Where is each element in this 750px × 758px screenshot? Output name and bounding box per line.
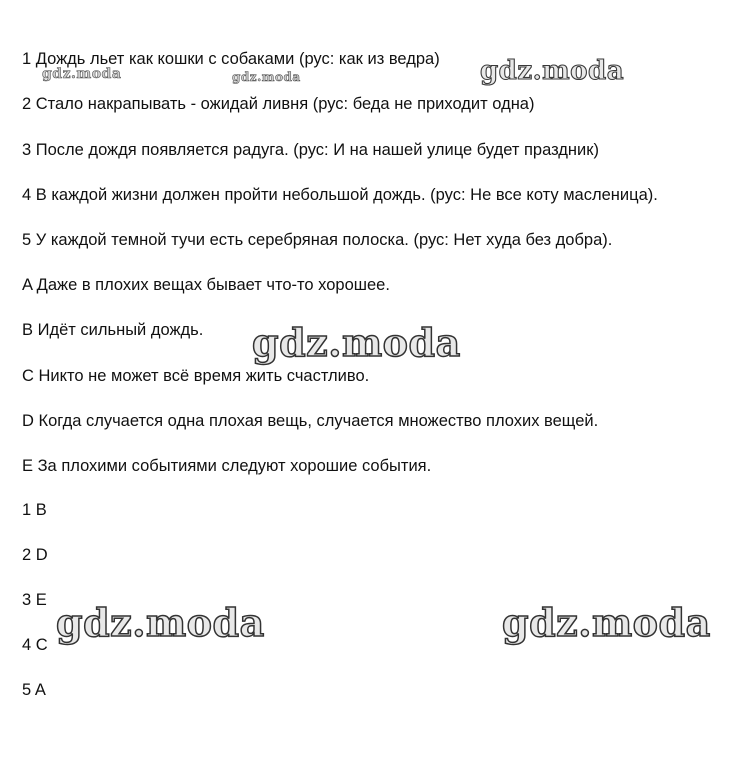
answer-5: 5 A (22, 681, 46, 699)
idiom-4: 4 В каждой жизни должен пройти небольшой дождь. (рус: Не все коту масленица). (22, 186, 658, 204)
answer-2: 2 D (22, 546, 48, 564)
idiom-5: 5 У каждой темной тучи есть серебряная полоска. (рус: Нет худа без добра). (22, 231, 613, 249)
watermark: gdz.moda (480, 56, 625, 86)
answer-3: 3 E (22, 591, 47, 609)
meaning-d: D Когда случается одна плохая вещь, случается множество плохих вещей. (22, 412, 599, 430)
watermark: gdz.moda (252, 320, 461, 365)
meaning-b: B Идёт сильный дождь. (22, 321, 204, 339)
meaning-a: A Даже в плохих вещах бывает что-то хорошее. (22, 276, 390, 294)
idiom-1: 1 Дождь льет как кошки с собаками (рус: как из ведра) (22, 50, 440, 68)
idiom-3: 3 После дождя появляется радуга. (рус: И на нашей улице будет праздник) (22, 141, 599, 159)
watermark: gdz.moda (42, 66, 122, 82)
meaning-c: C Никто не может всё время жить счастливо. (22, 367, 370, 385)
watermark: gdz.moda (232, 70, 301, 84)
answer-1: 1 B (22, 501, 47, 519)
meaning-e: E За плохими событиями следуют хорошие события. (22, 457, 432, 475)
answer-4: 4 C (22, 636, 48, 654)
watermark: gdz.moda (56, 600, 265, 645)
watermark: gdz.moda (502, 600, 711, 645)
idiom-2: 2 Стало накрапывать - ожидай ливня (рус: беда не приходит одна) (22, 95, 535, 113)
